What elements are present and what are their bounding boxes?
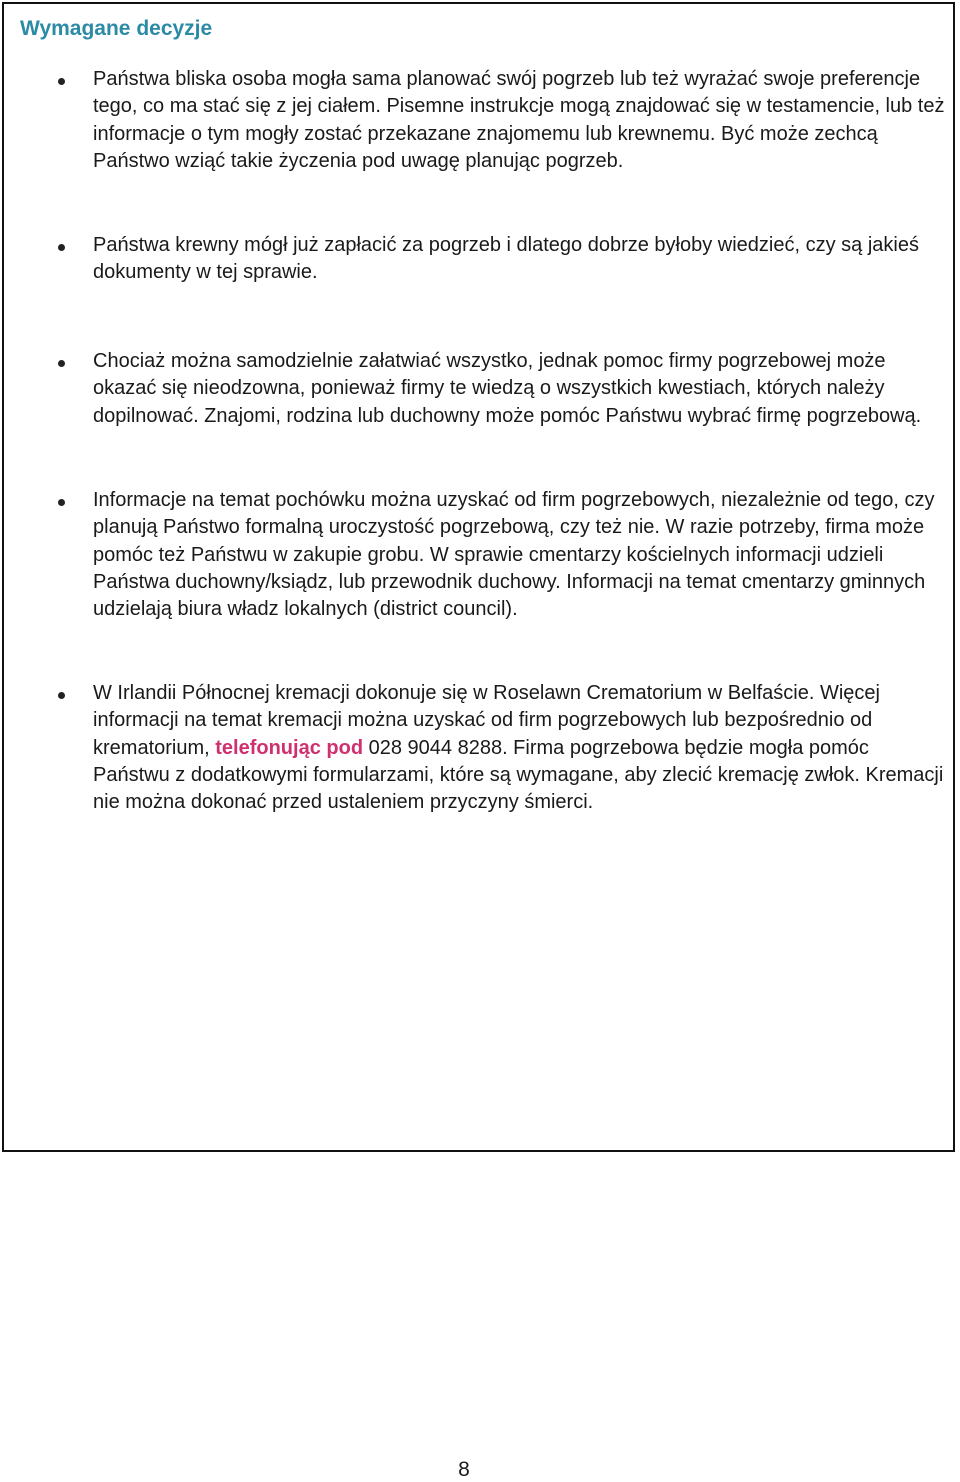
bullet-icon [58,360,65,367]
bullet-text: Państwa krewny mógł już zapłacić za pogrzeb i dlatego dobrze byłoby wiedzieć, czy są jakieś dokumenty w tej sprawie. [93,234,919,284]
bullet-icon [58,244,65,251]
section-heading: Wymagane decyzje [20,17,213,40]
bullet-text: Państwa bliska osoba mogła sama planować swój pogrzeb lub też wyrażać swoje preferencje tego, co ma stać się z jej ciałem. Pisemne instrukcje mogą znajdować się w testamencie, lub też informacje o tym mogły zostać przekazane znajomemu lub krewnemu. Być może zechcą Państwo wziąć takie życzenia pod uwagę planując pogrzeb. [93,68,945,172]
bullet-icon [58,499,65,506]
bullet-text [93,680,948,816]
bullet-text-after: 028 9044 8288. Firma pogrzebowa będzie mogła pomóc Państwu z dodatkowymi formularzami, które są wymagane, aby zlecić kremację zwłok. Kremacji nie można dokonać przed ustaleniem przyczyny śmierci. [93,736,944,814]
bullet-icon [58,692,65,699]
bullet-text: Informacje na temat pochówku można uzyskać od firm pogrzebowych, niezależnie od tego, czy planują Państwo formalną uroczystość pogrzebową, czy też nie. W razie potrzeby, firma może pomóc też Państwu w zakupie grobu. W sprawie cmentarzy kościelnych informacji udzieli Państwa duchowny/ksiądz, lub przewodnik duchowy. Informacji na temat cmentarzy gminnych udzielają biura władz lokalnych (district council). [93,489,935,621]
decisions-box [2,2,955,1152]
bullet-text: Chociaż można samodzielnie załatwiać wszystko, jednak pomoc firmy pogrzebowej może okazać się nieodzowna, ponieważ firmy te wiedzą o wszystkich kwestiach, których należy dopilnować. Znajomi, rodzina lub duchowny może pomóc Państwu wybrać firmę pogrzebową. [93,350,922,427]
bullet-text-before: W Irlandii Północnej kremacji dokonuje się w Roselawn Crematorium w Belfaście. Więcej informacji na temat kremacji można uzyskać od firm pogrzebowych lub bezpośrednio od krematorium, [93,682,880,759]
bullet-icon [58,78,65,85]
phone-highlight: telefonując pod [215,736,364,759]
page-number: 8 [458,1458,470,1481]
